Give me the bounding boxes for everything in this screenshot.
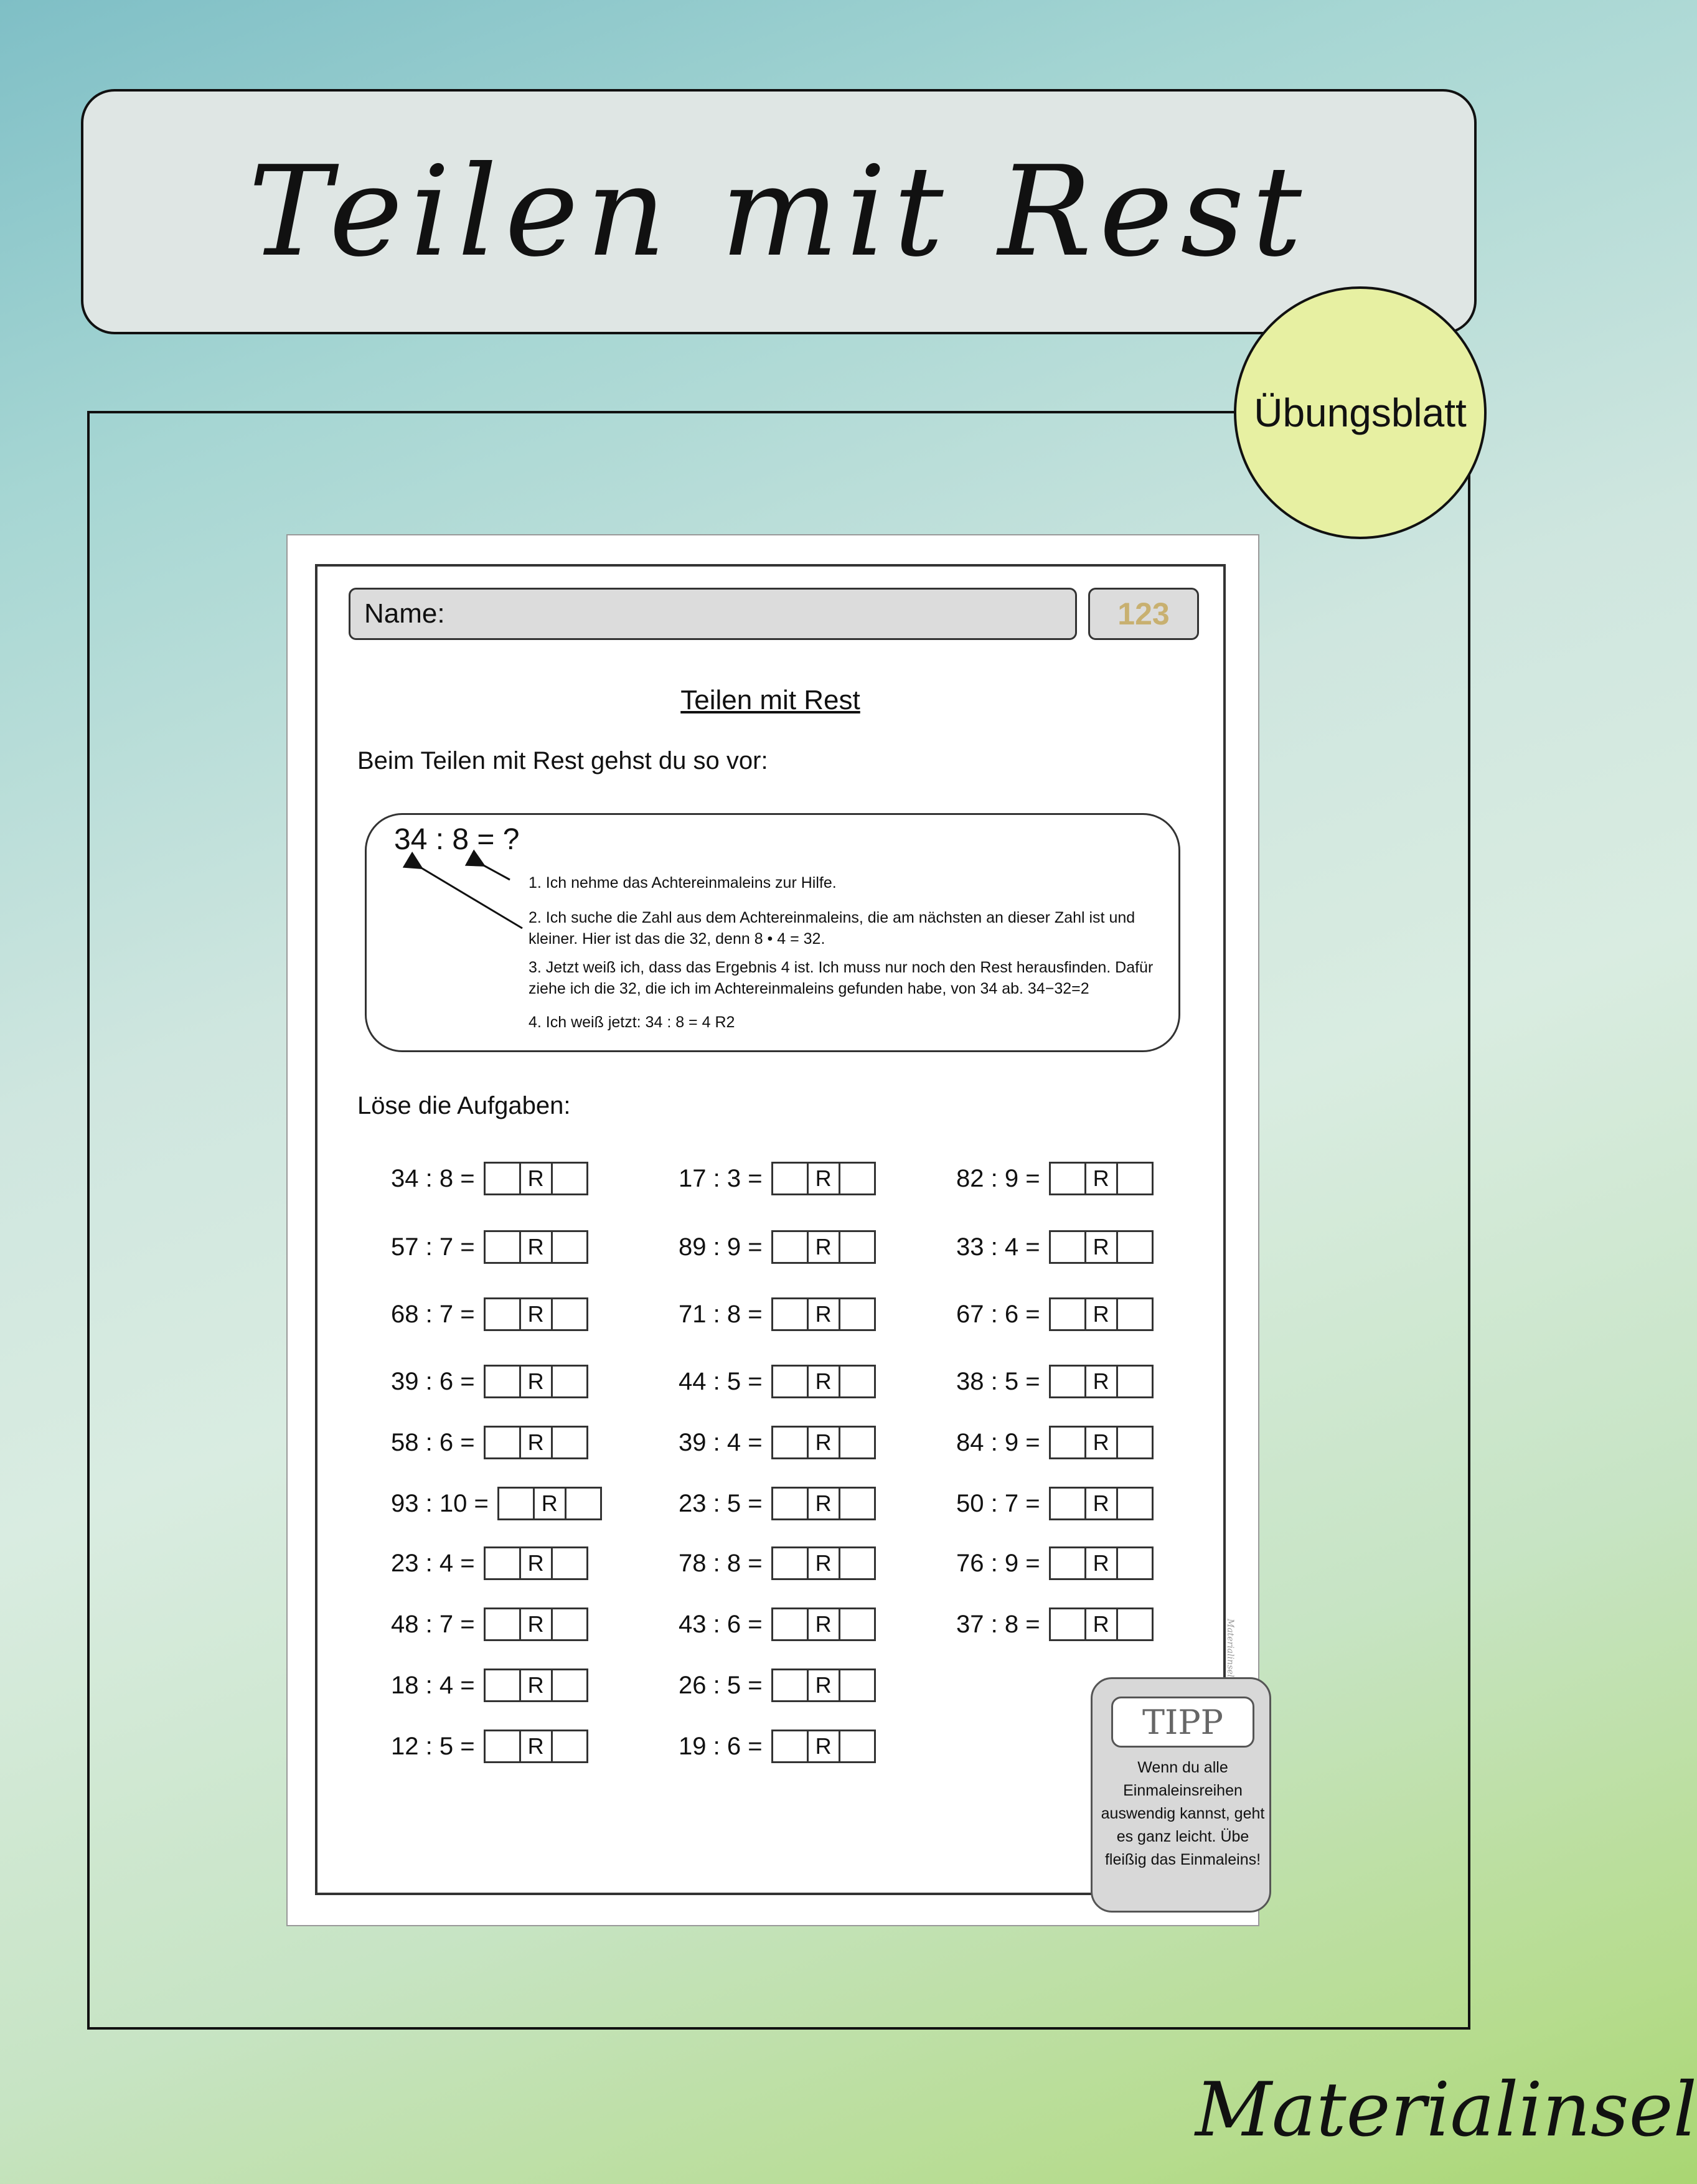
quotient-cell[interactable] xyxy=(773,1164,807,1193)
remainder-label: R xyxy=(1084,1548,1118,1578)
explanation-box xyxy=(365,813,1180,1052)
task-row xyxy=(391,1230,588,1264)
task-equation: 67 : 6 = xyxy=(956,1300,1040,1328)
task-row xyxy=(679,1607,876,1641)
remainder-label: R xyxy=(807,1299,840,1329)
quotient-cell[interactable] xyxy=(486,1367,519,1396)
answer-box[interactable] xyxy=(771,1669,876,1702)
task-equation: 26 : 5 = xyxy=(679,1671,763,1699)
answer-box[interactable] xyxy=(771,1297,876,1331)
quotient-cell[interactable] xyxy=(773,1489,807,1518)
quotient-cell[interactable] xyxy=(486,1609,519,1639)
remainder-label: R xyxy=(519,1164,553,1193)
tip-text: Wenn du alle Einmaleinsreihen auswendig kannst, geht es ganz leicht. Übe fleißig das Einmaleins! xyxy=(1101,1759,1265,1868)
remainder-label: R xyxy=(807,1609,840,1639)
step-2: 2. Ich suche die Zahl aus dem Achtereinmaleins, die am nächsten an dieser Zahl ist und kleiner. Hier ist das die 32, denn 8 • 4 = 32. xyxy=(529,909,1135,948)
quotient-cell[interactable] xyxy=(499,1489,533,1518)
remainder-label: R xyxy=(519,1548,553,1578)
answer-box[interactable] xyxy=(771,1230,876,1264)
quotient-cell[interactable] xyxy=(773,1670,807,1700)
task-equation: 76 : 9 = xyxy=(956,1549,1040,1577)
quotient-cell[interactable] xyxy=(773,1731,807,1761)
remainder-label: R xyxy=(519,1299,553,1329)
task-row xyxy=(391,1546,588,1580)
remainder-label: R xyxy=(807,1164,840,1193)
task-equation: 78 : 8 = xyxy=(679,1549,763,1577)
arrow-icon xyxy=(420,867,522,928)
remainder-cell[interactable] xyxy=(553,1670,586,1700)
task-row xyxy=(679,1365,876,1398)
remainder-cell[interactable] xyxy=(1118,1609,1152,1639)
task-row xyxy=(679,1546,876,1580)
quotient-cell[interactable] xyxy=(1051,1232,1084,1262)
answer-box[interactable] xyxy=(1049,1230,1154,1264)
brand-logo: Materialinsel xyxy=(1195,2067,1697,2153)
arrow-icon xyxy=(482,865,510,880)
task-equation: 18 : 4 = xyxy=(391,1671,475,1699)
remainder-cell[interactable] xyxy=(840,1164,874,1193)
task-row xyxy=(679,1230,876,1264)
remainder-label: R xyxy=(1084,1367,1118,1396)
remainder-label: R xyxy=(519,1609,553,1639)
answer-box[interactable] xyxy=(484,1297,588,1331)
tip-box xyxy=(1091,1677,1271,1913)
quotient-cell[interactable] xyxy=(486,1299,519,1329)
quotient-cell[interactable] xyxy=(1051,1367,1084,1396)
task-equation: 50 : 7 = xyxy=(956,1489,1040,1517)
answer-box[interactable] xyxy=(1049,1162,1154,1195)
remainder-cell[interactable] xyxy=(1118,1164,1152,1193)
example-equation: 34 : 8 = ? xyxy=(394,823,520,856)
task-equation: 39 : 6 = xyxy=(391,1367,475,1395)
task-row xyxy=(956,1230,1154,1264)
quotient-cell[interactable] xyxy=(486,1670,519,1700)
quotient-cell[interactable] xyxy=(773,1609,807,1639)
task-equation: 17 : 3 = xyxy=(679,1164,763,1192)
step-1: 1. Ich nehme das Achtereinmaleins zur Hilfe. xyxy=(529,874,837,892)
remainder-cell[interactable] xyxy=(1118,1548,1152,1578)
task-equation: 34 : 8 = xyxy=(391,1164,475,1192)
task-row xyxy=(679,1487,876,1520)
intro-text: Beim Teilen mit Rest gehst du so vor: xyxy=(357,747,768,774)
remainder-cell[interactable] xyxy=(1118,1489,1152,1518)
remainder-label: R xyxy=(519,1367,553,1396)
answer-box[interactable] xyxy=(484,1230,588,1264)
remainder-label: R xyxy=(807,1367,840,1396)
task-row xyxy=(391,1297,588,1331)
answer-box[interactable] xyxy=(771,1426,876,1459)
quotient-cell[interactable] xyxy=(1051,1489,1084,1518)
task-row xyxy=(679,1669,876,1702)
remainder-label: R xyxy=(807,1548,840,1578)
answer-box[interactable] xyxy=(484,1669,588,1702)
task-row xyxy=(391,1162,588,1195)
task-row xyxy=(679,1426,876,1459)
answer-box[interactable] xyxy=(484,1365,588,1398)
remainder-cell[interactable] xyxy=(553,1428,586,1457)
task-equation: 43 : 6 = xyxy=(679,1610,763,1638)
step-4: 4. Ich weiß jetzt: 34 : 8 = 4 R2 xyxy=(529,1014,735,1031)
remainder-label: R xyxy=(519,1731,553,1761)
task-row xyxy=(679,1297,876,1331)
task-equation: 71 : 8 = xyxy=(679,1300,763,1328)
remainder-cell[interactable] xyxy=(840,1609,874,1639)
answer-box[interactable] xyxy=(484,1546,588,1580)
remainder-cell[interactable] xyxy=(553,1609,586,1639)
remainder-cell[interactable] xyxy=(840,1548,874,1578)
remainder-cell[interactable] xyxy=(1118,1367,1152,1396)
remainder-label: R xyxy=(1084,1299,1118,1329)
remainder-cell[interactable] xyxy=(553,1232,586,1262)
task-row xyxy=(391,1669,588,1702)
answer-box[interactable] xyxy=(1049,1426,1154,1459)
remainder-cell[interactable] xyxy=(1118,1299,1152,1329)
task-equation: 12 : 5 = xyxy=(391,1732,475,1760)
badge-label: Übungsblatt xyxy=(1254,390,1467,435)
remainder-label: R xyxy=(1084,1609,1118,1639)
remainder-label: R xyxy=(807,1731,840,1761)
remainder-label: R xyxy=(807,1670,840,1700)
remainder-cell[interactable] xyxy=(566,1489,600,1518)
task-equation: 39 : 4 = xyxy=(679,1428,763,1456)
remainder-label: R xyxy=(1084,1232,1118,1262)
name-field xyxy=(349,588,1077,640)
quotient-cell[interactable] xyxy=(486,1164,519,1193)
task-row xyxy=(391,1487,602,1520)
remainder-cell[interactable] xyxy=(553,1164,586,1193)
task-row xyxy=(956,1487,1154,1520)
remainder-label: R xyxy=(519,1428,553,1457)
answer-box[interactable] xyxy=(771,1365,876,1398)
remainder-cell[interactable] xyxy=(840,1670,874,1700)
task-equation: 48 : 7 = xyxy=(391,1610,475,1638)
quotient-cell[interactable] xyxy=(486,1428,519,1457)
remainder-cell[interactable] xyxy=(553,1367,586,1396)
task-row xyxy=(956,1365,1154,1398)
answer-box[interactable] xyxy=(771,1162,876,1195)
task-equation: 19 : 6 = xyxy=(679,1732,763,1760)
remainder-cell[interactable] xyxy=(1118,1428,1152,1457)
task-row xyxy=(679,1162,876,1195)
task-equation: 68 : 7 = xyxy=(391,1300,475,1328)
task-equation: 57 : 7 = xyxy=(391,1233,475,1261)
step-3: 3. Jetzt weiß ich, dass das Ergebnis 4 ist. Ich muss nur noch den Rest herausfinden. Dafür ziehe ich die 32, die ich im Achtereinmaleins gefunden habe, von 34 ab. 34−32=2 xyxy=(529,959,1154,997)
remainder-cell[interactable] xyxy=(840,1489,874,1518)
remainder-cell[interactable] xyxy=(553,1299,586,1329)
score-badge xyxy=(1088,588,1199,640)
task-row xyxy=(391,1730,588,1763)
task-row xyxy=(391,1607,588,1641)
quotient-cell[interactable] xyxy=(773,1367,807,1396)
task-equation: 37 : 8 = xyxy=(956,1610,1040,1638)
answer-box[interactable] xyxy=(771,1546,876,1580)
task-equation: 84 : 9 = xyxy=(956,1428,1040,1456)
answer-box[interactable] xyxy=(771,1607,876,1641)
remainder-cell[interactable] xyxy=(840,1428,874,1457)
remainder-label: R xyxy=(1084,1164,1118,1193)
solve-heading: Löse die Aufgaben: xyxy=(357,1092,571,1119)
badge-circle xyxy=(1234,286,1487,539)
remainder-cell[interactable] xyxy=(840,1299,874,1329)
quotient-cell[interactable] xyxy=(1051,1548,1084,1578)
answer-box[interactable] xyxy=(771,1730,876,1763)
quotient-cell[interactable] xyxy=(1051,1299,1084,1329)
answer-box[interactable] xyxy=(1049,1607,1154,1641)
remainder-cell[interactable] xyxy=(1118,1232,1152,1262)
answer-box[interactable] xyxy=(497,1487,602,1520)
task-row xyxy=(956,1546,1154,1580)
name-label: Name: xyxy=(364,598,445,629)
worksheet-preview xyxy=(286,534,1265,1926)
remainder-label: R xyxy=(1084,1428,1118,1457)
title-banner xyxy=(81,89,1477,334)
task-equation: 38 : 5 = xyxy=(956,1367,1040,1395)
task-equation: 23 : 5 = xyxy=(679,1489,763,1517)
quotient-cell[interactable] xyxy=(773,1428,807,1457)
arrow-icons xyxy=(367,815,541,939)
tip-heading: TIPP xyxy=(1111,1697,1254,1748)
answer-box[interactable] xyxy=(484,1607,588,1641)
task-row xyxy=(391,1365,588,1398)
task-row xyxy=(956,1297,1154,1331)
quotient-cell[interactable] xyxy=(1051,1428,1084,1457)
quotient-cell[interactable] xyxy=(773,1548,807,1578)
quotient-cell[interactable] xyxy=(773,1299,807,1329)
answer-box[interactable] xyxy=(484,1162,588,1195)
remainder-cell[interactable] xyxy=(553,1548,586,1578)
remainder-cell[interactable] xyxy=(840,1367,874,1396)
task-row xyxy=(956,1607,1154,1641)
answer-box[interactable] xyxy=(1049,1297,1154,1331)
answer-box[interactable] xyxy=(771,1487,876,1520)
remainder-label: R xyxy=(519,1670,553,1700)
task-equation: 23 : 4 = xyxy=(391,1549,475,1577)
quotient-cell[interactable] xyxy=(486,1232,519,1262)
task-equation: 44 : 5 = xyxy=(679,1367,763,1395)
task-row xyxy=(956,1162,1154,1195)
quotient-cell[interactable] xyxy=(1051,1164,1084,1193)
quotient-cell[interactable] xyxy=(486,1731,519,1761)
task-row xyxy=(679,1730,876,1763)
task-row xyxy=(956,1426,1154,1459)
answer-box[interactable] xyxy=(1049,1365,1154,1398)
sheet-watermark: Materialinsel xyxy=(1225,1619,1235,1678)
answer-box[interactable] xyxy=(1049,1487,1154,1520)
cover-title: Teilen mit Rest xyxy=(248,139,1310,285)
quotient-cell[interactable] xyxy=(773,1232,807,1262)
score-label: 123 xyxy=(1117,596,1170,631)
task-equation: 93 : 10 = xyxy=(391,1489,489,1517)
remainder-cell[interactable] xyxy=(840,1232,874,1262)
quotient-cell[interactable] xyxy=(1051,1609,1084,1639)
answer-box[interactable] xyxy=(484,1730,588,1763)
answer-box[interactable] xyxy=(484,1426,588,1459)
task-equation: 89 : 9 = xyxy=(679,1233,763,1261)
quotient-cell[interactable] xyxy=(486,1548,519,1578)
answer-box[interactable] xyxy=(1049,1546,1154,1580)
task-equation: 58 : 6 = xyxy=(391,1428,475,1456)
remainder-label: R xyxy=(807,1428,840,1457)
worksheet-title: Teilen mit Rest xyxy=(680,685,860,715)
task-equation: 33 : 4 = xyxy=(956,1233,1040,1261)
remainder-label: R xyxy=(807,1489,840,1518)
task-row xyxy=(391,1426,588,1459)
remainder-label: R xyxy=(1084,1489,1118,1518)
remainder-label: R xyxy=(533,1489,566,1518)
task-equation: 82 : 9 = xyxy=(956,1164,1040,1192)
remainder-label: R xyxy=(519,1232,553,1262)
remainder-cell[interactable] xyxy=(553,1731,586,1761)
remainder-label: R xyxy=(807,1232,840,1262)
remainder-cell[interactable] xyxy=(840,1731,874,1761)
